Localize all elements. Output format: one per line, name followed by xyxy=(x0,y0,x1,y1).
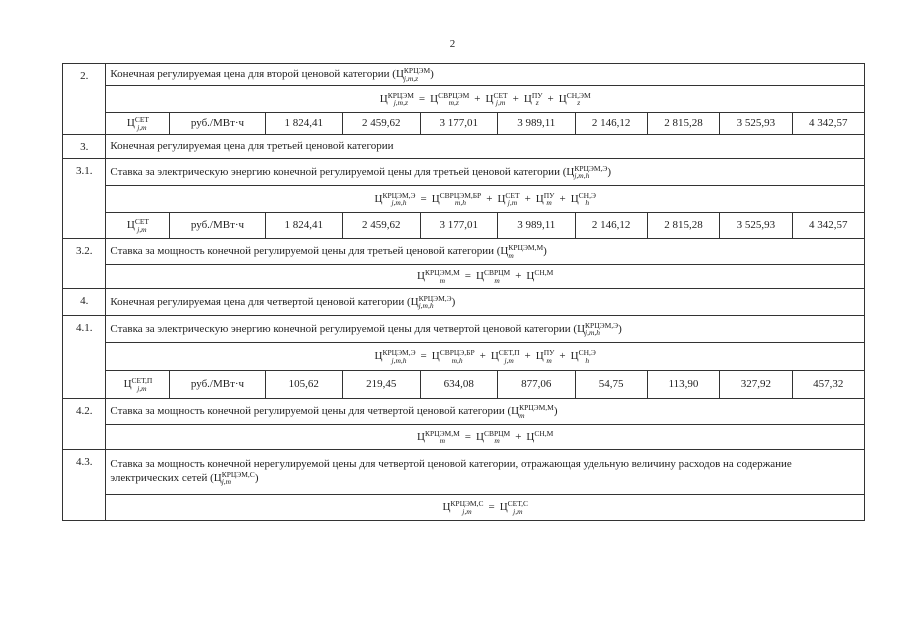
value-cell: 3 989,11 xyxy=(498,213,576,239)
row-symbol-term: Ц СЕТ,П j,m xyxy=(123,376,153,393)
section-number: 4.3. xyxy=(63,450,106,521)
row-symbol xyxy=(106,113,170,135)
formula-row xyxy=(63,343,865,371)
formula-term: Ц ПУ m xyxy=(535,190,555,207)
formula-term: Ц СН,ЭМ z xyxy=(558,90,591,107)
formula-row xyxy=(63,495,865,521)
value-cell: 2 146,12 xyxy=(575,213,647,239)
title-symbol: Ц КРЦЭМ,С j,m xyxy=(213,469,255,487)
section-number: 3. xyxy=(63,135,106,159)
section-number: 2. xyxy=(63,64,106,135)
unit-cell: руб./МВт·ч xyxy=(170,213,265,239)
formula-term: Ц СЕТ,П j,m xyxy=(490,348,520,365)
value-cell: 105,62 xyxy=(265,371,343,399)
section-title: Ставка за мощность конечной регулируемой цены для четвертой ценовой категории (Ц КРЦЭМ,М m ) xyxy=(106,399,865,425)
unit-cell: руб./МВт·ч xyxy=(170,371,265,399)
formula-term: Ц КРЦЭМ,М m xyxy=(417,428,460,445)
formula-operator: + xyxy=(479,350,486,363)
title-symbol: Ц КРЦЭМ,М m xyxy=(500,243,544,260)
formula-operator: + xyxy=(524,350,531,363)
formula-term: Ц ПУ z xyxy=(523,90,543,107)
value-cell: 2 459,62 xyxy=(343,113,421,135)
value-cell: 2 459,62 xyxy=(343,213,421,239)
values-row xyxy=(63,213,865,239)
formula-term: Ц СВРЦЭ,БР m,h xyxy=(431,348,475,365)
formula-operator: + xyxy=(515,270,522,283)
formula-term: Ц СЕТ j,m xyxy=(485,90,508,107)
formula xyxy=(106,343,865,371)
formula-term: Ц КРЦЭМ,С j,m xyxy=(442,499,484,516)
title-symbol: Ц КРЦЭМ,Э j,m,h xyxy=(577,320,619,337)
value-cell: 113,90 xyxy=(647,371,719,399)
formula-term: Ц СН,М xyxy=(526,428,554,443)
values-row xyxy=(63,371,865,399)
page-number: 2 xyxy=(449,38,456,50)
section-title-row xyxy=(63,399,865,425)
formula-operator: + xyxy=(486,192,493,205)
formula-term: Ц КРЦЭМ,М m xyxy=(417,268,460,285)
section-title-row xyxy=(63,64,865,86)
value-cell: 1 824,41 xyxy=(265,213,343,239)
value-cell: 2 815,28 xyxy=(647,113,719,135)
value-cell: 3 525,93 xyxy=(720,113,792,135)
section-title: Конечная регулируемая цена для четвертой ценовой категории (Ц КРЦЭМ,Э j,m,h ) xyxy=(106,289,865,316)
formula-term: Ц СВРЦМ m xyxy=(475,268,511,285)
formula-term: Ц СВРЦЭМ,БР m,h xyxy=(431,190,482,207)
formula-row xyxy=(63,265,865,289)
section-number: 4. xyxy=(63,289,106,316)
formula-term: Ц КРЦЭМ,Э j,m,h xyxy=(374,190,416,207)
section-title-row xyxy=(63,239,865,265)
value-cell: 2 146,12 xyxy=(575,113,647,135)
formula-term: Ц СН,Э h xyxy=(570,348,596,365)
section-title-row xyxy=(63,135,865,159)
title-symbol: Ц КРЦЭМ,М m xyxy=(511,403,554,420)
formula xyxy=(106,265,865,289)
section-title-row xyxy=(63,289,865,316)
section-title-row xyxy=(63,450,865,495)
formula-term: Ц СВРЦЭМ m,z xyxy=(430,90,470,107)
formula xyxy=(106,495,865,521)
formula-term: Ц СН,М xyxy=(526,268,554,283)
value-cell: 3 177,01 xyxy=(420,113,498,135)
formula-operator: + xyxy=(524,192,531,205)
formula-operator: + xyxy=(547,92,554,105)
formula-operator: = xyxy=(464,270,471,283)
value-cell: 3 525,93 xyxy=(720,213,792,239)
section-title: Ставка за электрическую энергию конечной регулируемой цены для третьей ценовой категории (Ц КРЦЭМ,Э j,m,h ) xyxy=(106,159,865,186)
formula xyxy=(106,425,865,450)
value-cell: 877,06 xyxy=(498,371,576,399)
value-cell: 634,08 xyxy=(420,371,498,399)
value-cell: 4 342,57 xyxy=(792,213,865,239)
section-number: 4.2. xyxy=(63,399,106,450)
section-title: Ставка за мощность конечной нерегулируемой цены для четвертой ценовой категории, отражающая удельную величину расходов на содержание электрических сетей (Ц КРЦЭМ,С j,m ) xyxy=(106,450,865,495)
value-cell: 219,45 xyxy=(343,371,421,399)
value-cell: 457,32 xyxy=(792,371,865,399)
row-symbol-term: Ц СЕТ j,m xyxy=(126,115,149,132)
formula-term: Ц КРЦЭМ,Э j,m,h xyxy=(374,348,416,365)
value-cell: 1 824,41 xyxy=(265,113,343,135)
row-symbol xyxy=(106,371,170,399)
title-symbol: Ц КРЦЭМ,Э j,m,h xyxy=(566,163,608,180)
section-title: Ставка за мощность конечной регулируемой цены для третьей ценовой категории (Ц КРЦЭМ,М m ) xyxy=(106,239,865,265)
section-title-row xyxy=(63,159,865,186)
section-title: Ставка за электрическую энергию конечной регулируемой цены для четвертой ценовой категории (Ц КРЦЭМ,Э j,m,h ) xyxy=(106,316,865,343)
section-title-row xyxy=(63,316,865,343)
formula-term: Ц СН,Э h xyxy=(570,190,596,207)
formula-term: Ц СВРЦМ m xyxy=(475,428,511,445)
formula-term: Ц СЕТ j,m xyxy=(497,190,520,207)
formula-operator: = xyxy=(464,430,471,443)
formula xyxy=(106,186,865,213)
formula-operator: = xyxy=(488,501,495,514)
row-symbol xyxy=(106,213,170,239)
formula-operator: + xyxy=(559,192,566,205)
value-cell: 4 342,57 xyxy=(792,113,865,135)
formula-operator: + xyxy=(515,430,522,443)
section-number: 3.1. xyxy=(63,159,106,239)
section-title: Конечная регулируемая цена для второй ценовой категории (Ц КРЦЭМ j,m,z ) xyxy=(106,64,865,86)
values-row xyxy=(63,113,865,135)
unit-cell: руб./МВт·ч xyxy=(170,113,265,135)
formula-operator: + xyxy=(559,350,566,363)
formula-operator: = xyxy=(420,350,427,363)
tariff-table xyxy=(62,63,865,521)
title-symbol: Ц КРЦЭМ,Э j,m,h xyxy=(410,293,452,310)
value-cell: 2 815,28 xyxy=(647,213,719,239)
formula-term: Ц СЕТ,С j,m xyxy=(499,499,528,516)
formula-operator: + xyxy=(474,92,481,105)
row-symbol-term: Ц СЕТ j,m xyxy=(126,217,149,234)
section-number: 4.1. xyxy=(63,316,106,399)
formula-operator: + xyxy=(512,92,519,105)
value-cell: 3 177,01 xyxy=(420,213,498,239)
formula-operator: = xyxy=(418,92,426,105)
formula-row xyxy=(63,186,865,213)
title-symbol: Ц КРЦЭМ j,m,z xyxy=(395,66,431,83)
section-number: 3.2. xyxy=(63,239,106,289)
section-title: Конечная регулируемая цена для третьей ценовой категории xyxy=(106,135,865,159)
value-cell: 3 989,11 xyxy=(498,113,576,135)
value-cell: 54,75 xyxy=(575,371,647,399)
formula-term: Ц ПУ m xyxy=(535,348,555,365)
formula-operator: = xyxy=(420,192,427,205)
formula-row xyxy=(63,86,865,113)
formula-term: Ц КРЦЭМ j,m,z xyxy=(379,90,414,107)
formula-row xyxy=(63,425,865,450)
value-cell: 327,92 xyxy=(720,371,792,399)
formula xyxy=(106,86,865,113)
